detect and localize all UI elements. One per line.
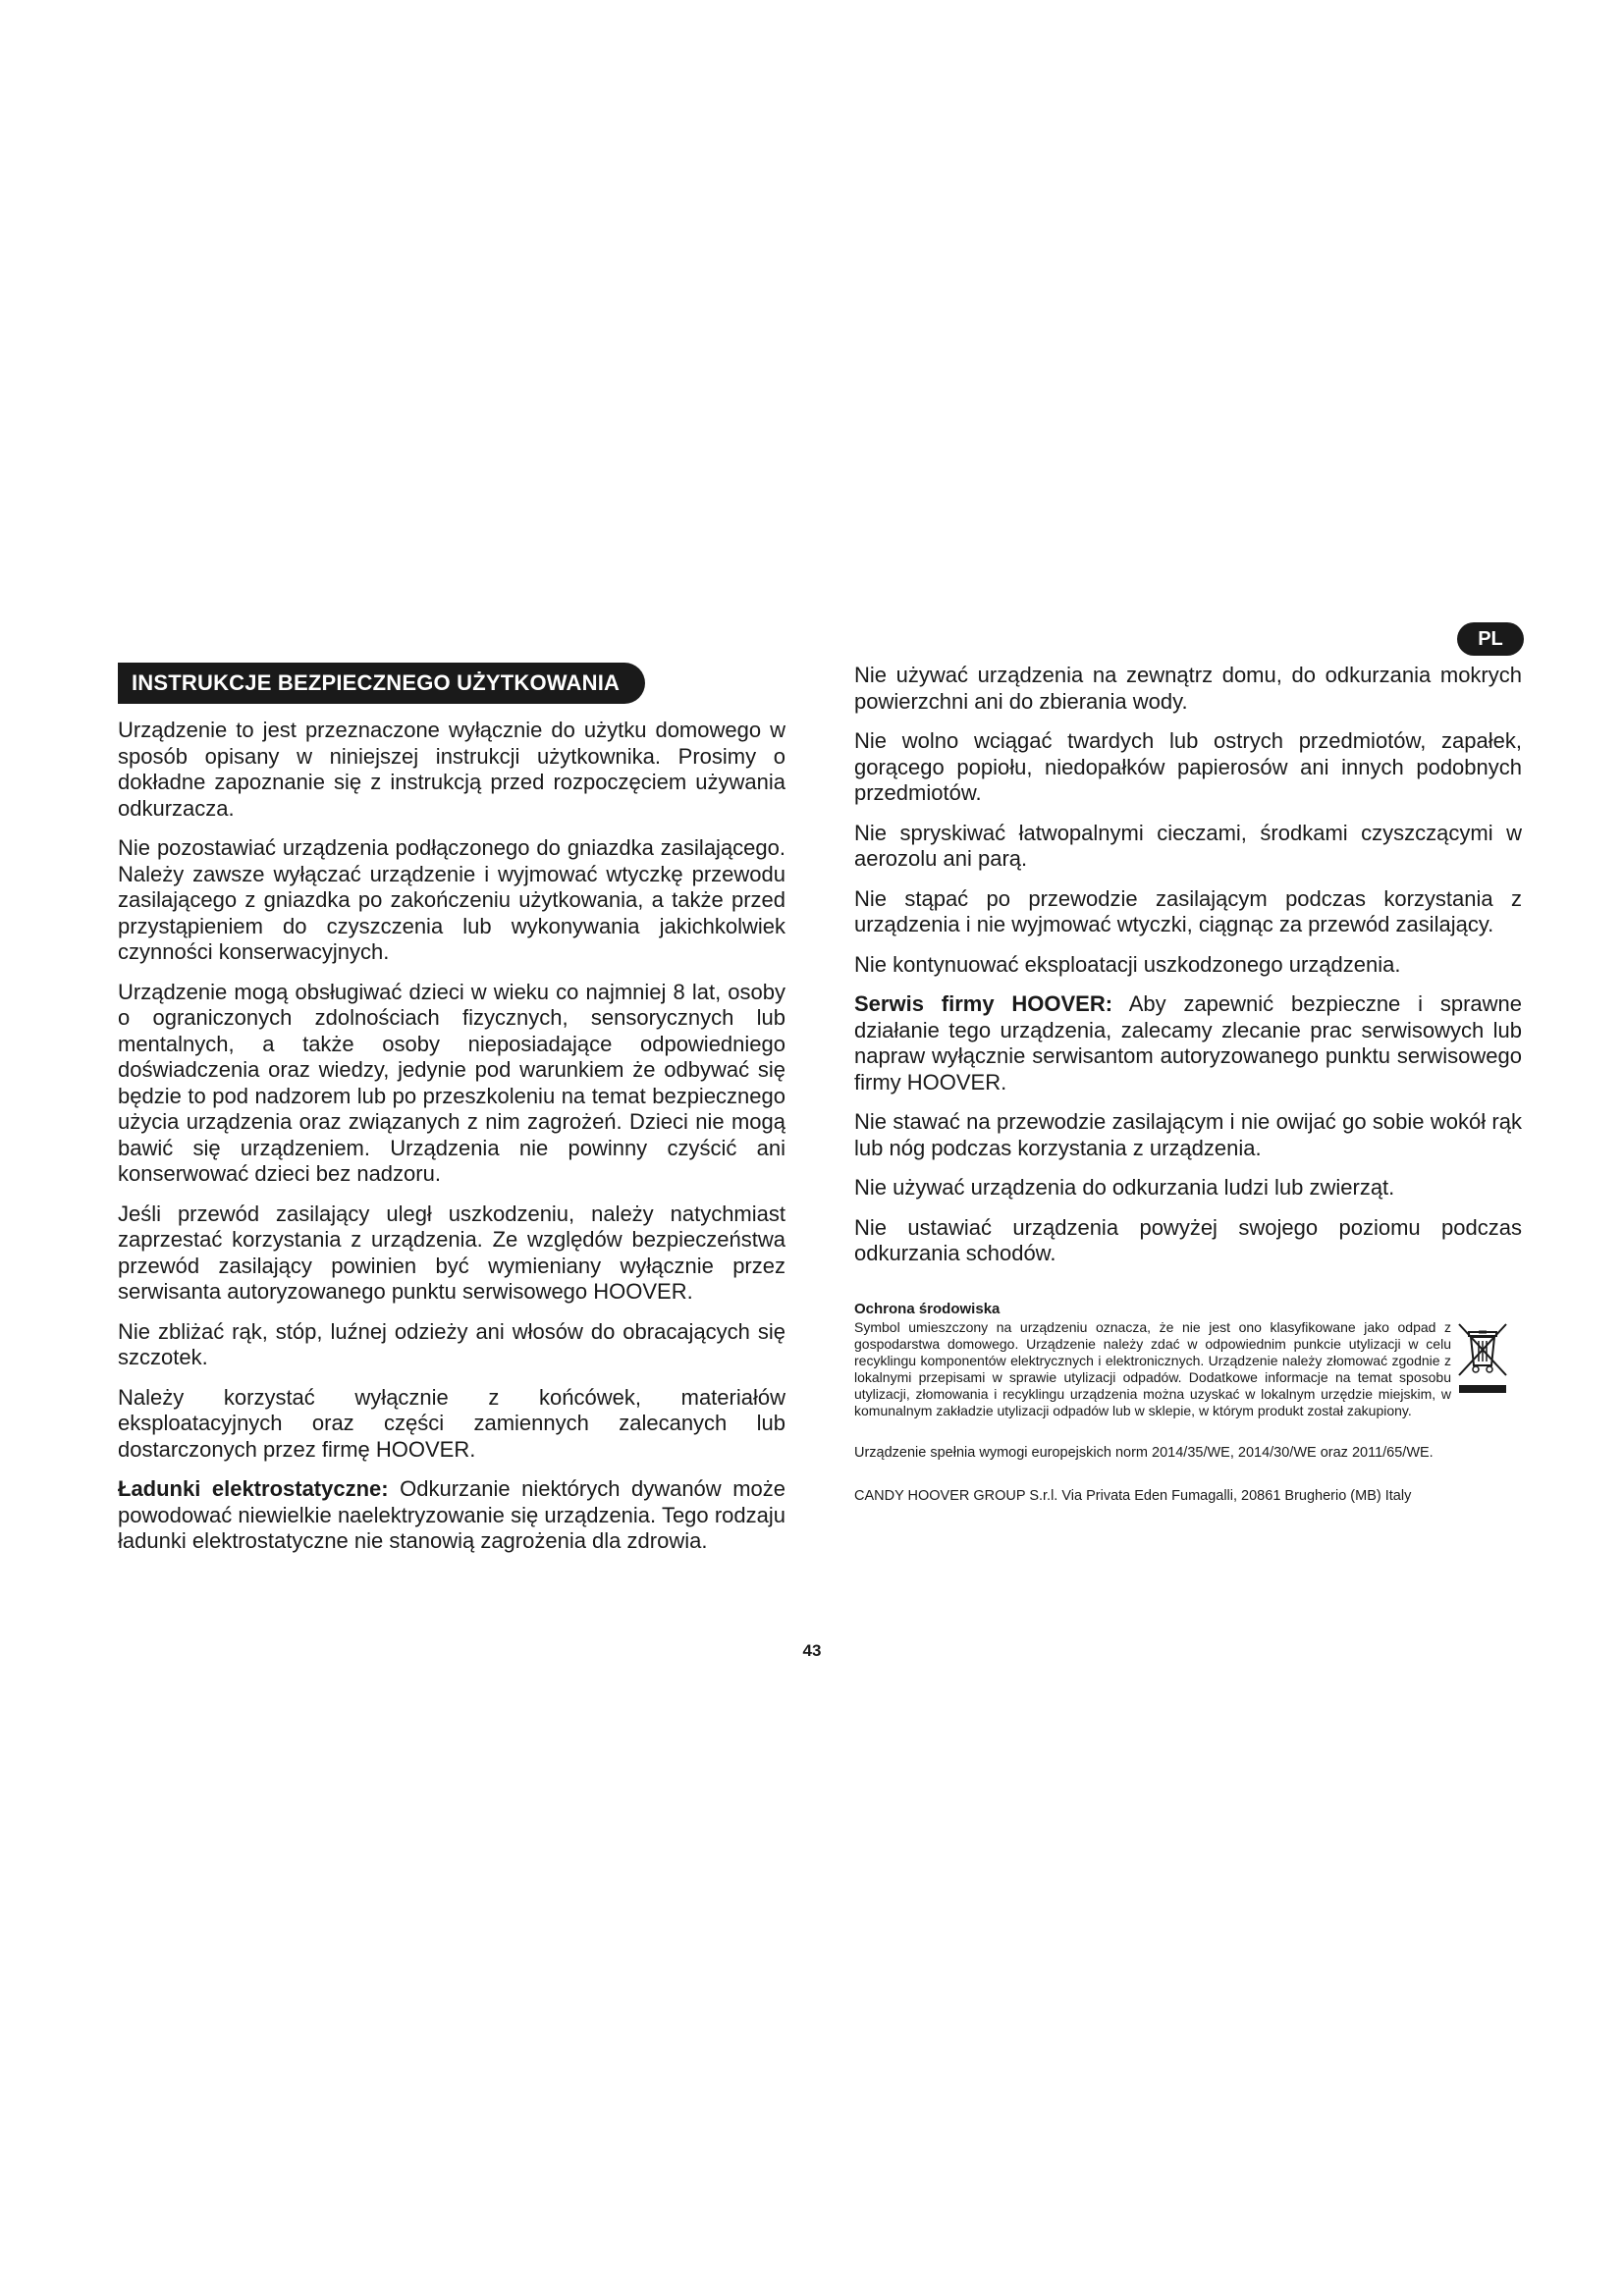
compliance-text: Urządzenie spełnia wymogi europejskich norm 2014/35/WE, 2014/30/WE oraz 2011/65/WE. xyxy=(854,1444,1434,1461)
paragraph xyxy=(854,728,1522,807)
paragraph-text: Nie ustawiać urządzenia powyżej swojego poziomu podczas odkurzania schodów. xyxy=(854,1214,1522,1265)
right-paragraph-list xyxy=(854,663,1522,1267)
paragraph-electrostatic xyxy=(118,1476,785,1555)
paragraph-text: Jeśli przewód zasilający uległ uszkodzeniu, należy natychmiast zaprzestać korzystania z urządzenia. Ze względów bezpieczeństwa przewód zasilający powinien być wymieniany wyłącznie przez serwisanta autoryzowanego punktu serwisowego HOOVER. xyxy=(118,1201,785,1304)
paragraph xyxy=(854,821,1522,873)
right-column xyxy=(854,663,1522,1504)
paragraph-text: Nie kontynuować eksploatacji uszkodzonego urządzenia. xyxy=(854,951,1401,977)
paragraph-text: Nie zbliżać rąk, stóp, luźnej odzieży ani włosów do obracających się szczotek. xyxy=(118,1318,785,1369)
paragraph-text: Nie wolno wciągać twardych lub ostrych przedmiotów, zapałek, gorącego popiołu, niedopałków papierosów ani innych podobnych przedmiotów. xyxy=(854,728,1522,805)
paragraph-lead: Ładunki elektrostatyczne: xyxy=(118,1476,389,1501)
paragraph-text: Urządzenie mogą obsługiwać dzieci w wieku co najmniej 8 lat, osoby o ograniczonych zdolnościach fizycznych, sensorycznych lub mentalnych, a także osoby nieposiadające odpowiedniego doświadczenia oraz wiedzy, jedynie pod warunkiem że odbywać się będzie to pod nadzorem lub po przeszkoleniu na temat bezpiecznego użycia urządzenia oraz związanych z nim zagrożeń. Dzieci nie mogą bawić się urządzeniem. Urządzenia nie powinny czyścić ani konserwować dzieci bez nadzoru. xyxy=(118,979,785,1186)
paragraph-text: Nie stąpać po przewodzie zasilającym podczas korzystania z urządzenia i nie wyjmować wtyczki, ciągnąc za przewód zasilający. xyxy=(854,885,1522,936)
paragraph-text: Nie używać urządzenia do odkurzania ludzi lub zwierząt. xyxy=(854,1175,1395,1200)
paragraph-text: Nie spryskiwać łatwopalnymi cieczami, środkami czyszczącymi w aerozolu ani parą. xyxy=(854,820,1522,871)
company-address: CANDY HOOVER GROUP S.r.l. Via Privata Eden Fumagalli, 20861 Brugherio (MB) Italy xyxy=(854,1487,1412,1504)
crossed-bin-icon xyxy=(1455,1320,1510,1399)
paragraph xyxy=(118,718,785,822)
section-heading: INSTRUKCJE BEZPIECZNEGO UŻYTKOWANIA xyxy=(118,663,645,704)
paragraph-text: Należy korzystać wyłącznie z końcówek, materiałów eksploatacyjnych oraz części zamiennych zalecanych lub dostarczonych przez firmę HOOVER. xyxy=(118,1384,785,1462)
paragraph xyxy=(854,1109,1522,1161)
left-column xyxy=(118,663,785,1569)
environment-body: Symbol umieszczony na urządzeniu oznacza, że nie jest ono klasyfikowane jako odpad z gospodarstwa domowego. Urządzenie należy zdać w odpowiednim punkcie utylizacji w celu recyklingu komponentów elektrycznych i elektronicznych. Urządzenie należy złomować zgodnie z lokalnymi przepisami w sprawie utylizacji odpadów. Dodatkowe informacje na temat sposobu utylizacji, złomowania i recyklingu urządzenia można uzyskać w lokalnym urzędzie miejskim, w komunalnym zakładzie utylizacji odpadów lub w sklepie, w którym produkt został zakupiony. xyxy=(854,1318,1451,1418)
environment-title: Ochrona środowiska xyxy=(854,1300,1001,1317)
paragraph-text: Nie używać urządzenia na zewnątrz domu, do odkurzania mokrych powierzchni ani do zbierania wody. xyxy=(854,663,1522,714)
paragraph-text: Nie pozostawiać urządzenia podłączonego do gniazdka zasilającego. Należy zawsze wyłączać urządzenie i wyjmować wtyczkę przewodu zasilającego z gniazdka po zakończeniu użytkowania, a także przed przystąpieniem do czyszczenia lub wykonywania jakichkolwiek czynności konserwacyjnych. xyxy=(118,835,785,964)
paragraph xyxy=(854,1215,1522,1267)
language-badge: PL xyxy=(1457,622,1524,656)
paragraph xyxy=(118,980,785,1188)
paragraph xyxy=(854,1175,1522,1201)
paragraph-text: Nie stawać na przewodzie zasilającym i nie owijać go sobie wokół rąk lub nóg podczas korzystania z urządzenia. xyxy=(854,1109,1522,1160)
environment-section xyxy=(854,1301,1522,1419)
paragraph-lead: Serwis firmy HOOVER: xyxy=(854,991,1113,1016)
paragraph xyxy=(854,952,1522,979)
page-number: 43 xyxy=(802,1641,822,1660)
paragraph xyxy=(854,886,1522,938)
paragraph-service xyxy=(854,991,1522,1095)
paragraph xyxy=(118,835,785,966)
paragraph-text: Urządzenie to jest przeznaczone wyłącznie do użytku domowego w sposób opisany w niniejszej instrukcji użytkownika. Prosimy o dokładne zapoznanie się z instrukcją przed rozpoczęciem używania odkurzacza. xyxy=(118,718,785,821)
paragraph xyxy=(118,1201,785,1306)
paragraph xyxy=(118,1385,785,1464)
paragraph xyxy=(854,663,1522,715)
paragraph xyxy=(118,1319,785,1371)
paragraph-text: Aby zapewnić bezpieczne i sprawne działanie tego urządzenia, zalecamy zlecanie prac serwisowych lub napraw wyłącznie serwisantom autoryzowanego punktu serwisowego firmy HOOVER. xyxy=(854,991,1522,1095)
paragraph-text: Odkurzanie niektórych dywanów może powodować niewielkie naelektryzowanie się urządzenia. Tego rodzaju ładunki elektrostatyczne nie stanowią zagrożenia dla zdrowia. xyxy=(118,1476,785,1553)
left-paragraph-list xyxy=(118,718,785,1555)
